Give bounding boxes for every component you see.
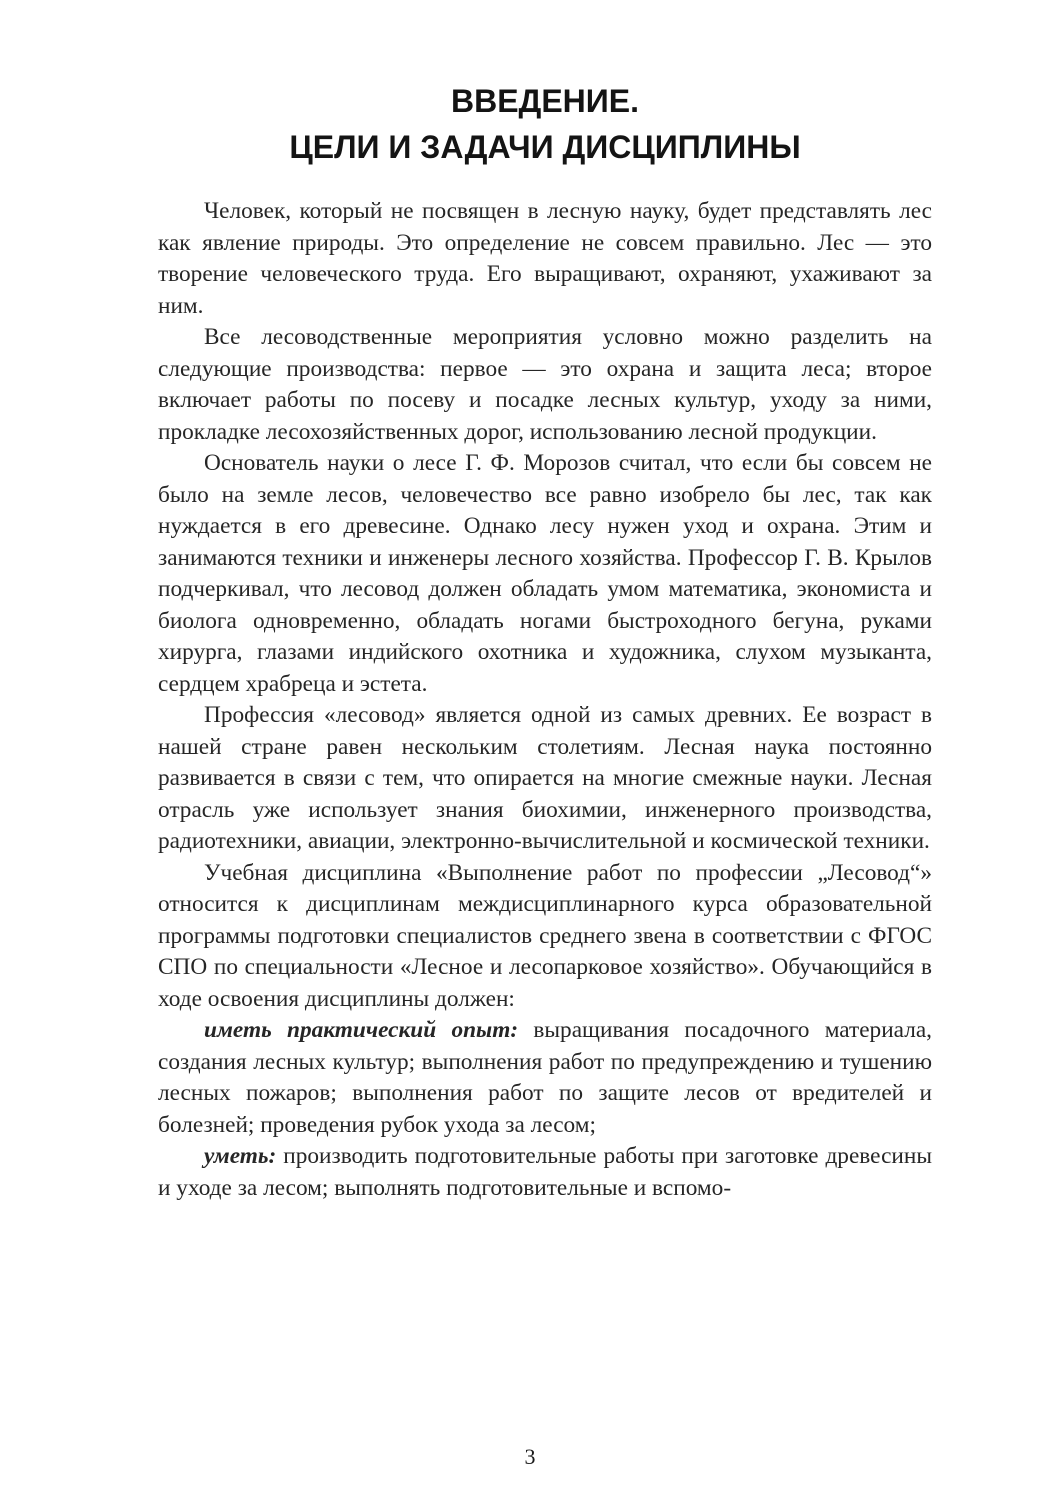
page-number: 3	[524, 1444, 536, 1469]
experience-text: выращивания посадочного материала, создания лесных культур; выполнения работ по предупреждению и тушению лесных пожаров; выполнения работ по защите лесов от вредителей и болезней; проведения рубок ухода за лесом;	[158, 1017, 933, 1138]
paragraph-4: Профессия «лесовод» является одной из самых древних. Ее возраст в нашей стране равен нескольким столетиям. Лесная наука постоянно развивается в связи с тем, что опирается на многие смежные науки. Лесная отрасль уже использует знания биохимии, инженерного производства, радиотехники, авиации, электронно-вычислительной и космической техники.	[158, 702, 932, 854]
page-title	[158, 78, 932, 170]
skills-text: производить подготовительные работы при заготовке древесины и уходе за лесом; выполнять подготовительные и вспомо-	[158, 1143, 932, 1201]
experience-lead: иметь практический опыт:	[204, 1017, 519, 1043]
paragraph-1: Человек, который не посвящен в лесную науку, будет представлять лес как явление природы. Это определение не совсем правильно. Лес — это творение человеческого труда. Его выращивают, охраняют, ухаживают за ним.	[158, 198, 932, 319]
title-line-2: ЦЕЛИ И ЗАДАЧИ ДИСЦИПЛИНЫ	[289, 129, 801, 165]
title-line-1: ВВЕДЕНИЕ.	[450, 83, 640, 119]
paragraph-2: Все лесоводственные мероприятия условно можно разделить на следующие производства: первое — это охрана и защита леса; второе включает работы по посеву и посадке лесных культур, уходу за ними, прокладке лесохозяйственных дорог, использованию лесной продукции.	[158, 324, 932, 445]
body-text	[158, 196, 932, 1204]
document-page	[158, 78, 932, 1204]
skills-lead: уметь:	[204, 1143, 277, 1169]
paragraph-5: Учебная дисциплина «Выполнение работ по профессии „Лесовод“» относится к дисциплинам междисциплинарного курса образовательной программы подготовки специалистов среднего звена в соответствии с ФГОС СПО по специальности «Лесное и лесопарковое хозяйство». Обучающийся в ходе освоения дисциплины должен:	[158, 859, 932, 1012]
paragraph-3: Основатель науки о лесе Г. Ф. Морозов считал, что если бы совсем не было на земле лесов, человечество все равно изобрело бы лес, так как нуждается в его древесине. Однако лесу нужен уход и охрана. Этим и занимаются техники и инженеры лесного хозяйства. Профессор Г. В. Крылов подчеркивал, что лесовод должен обладать умом математика, экономиста и биолога одновременно, обладать ногами быстроходного бегуна, руками хирурга, глазами индийского охотника и художника, слухом музыканта, сердцем храбреца и эстета.	[158, 450, 932, 697]
paragraph-experience	[158, 1015, 932, 1141]
paragraph-skills	[158, 1141, 932, 1204]
